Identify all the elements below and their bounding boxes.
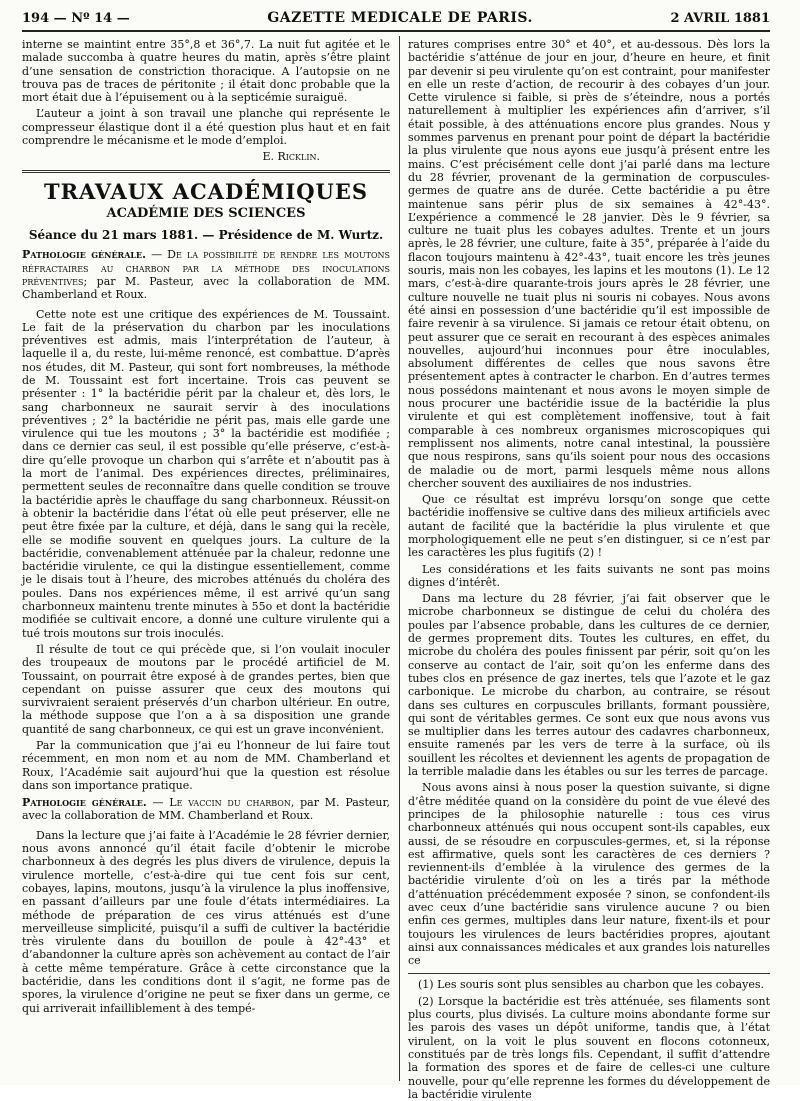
article-paragraph: Nous avons ainsi à nous poser la question suivante, si digne d’être méditée quand on la considère du point de vue élevé des principes de la philosophie naturelle : tous ces virus charbonneux atténués qui nous occupent sont-ils capables, eux aussi, de se résoudre en corpuscules-germes, et, si la réponse est affirmative, quels sont les caractères de ces derniers ? reviennent-ils d’emblée à la virulence des germes de la bactéridie virulente d’où on les a tirés par la méthode d’atténuation précédemment exposée ? sinon, se confondent-ils avec ceux d’une bactéridie sans virulence aucune ? ou bien enfin ces germes, multiples dans leur nature, fixent-ils et pour toujours les virulences de leurs bactéridies propres, ajoutant ainsi aux connaissances médicales et aux grandes lois naturelles ce xyxy=(408,781,770,968)
article-paragraph: Dans ma lecture du 28 février, j’ai fait observer que le microbe charbonneux se distingue de celui du choléra des poules par l’absence probable, dans les cultures de ce dernier, de germes proprement dits. Toutes les cultures, en effet, du microbe du choléra des poules finissent par périr, soit qu’on les conserve au contact de l’air, soit qu’on les enferme dans des tubes clos en présence de gaz inertes, tels que l’azote et le gaz carbonique. Le microbe du charbon, au contraire, se résout dans ses cultures en corpuscules brillants, formant poussière, qui sont de véritables germes. Ce sont eux que nous avons vus se multiplier dans les terres autour des cadavres charbonneux, ensuite ramenés par les vers de terre à la surface, où ils souillent les récoltes et deviennent les agents de propagation de la terrible maladie dans les étables ou sur les terres de parcage. xyxy=(408,592,770,779)
article-paragraph: ratures comprises entre 30° et 40°, et au-dessous. Dès lors la bactéridie s’atténue de jour en jour, d’heure en heure, et finit par devenir si peu virulente qu’on est contraint, pour manifester en elle un reste d’action, de recourir à des cobayes d’un jour. Cette virulence si faible, si près de s’éteindre, nous a portés naturellement à multiplier les expériences afin d’arriver, s’il était possible, à des atténuations encore plus grandes. Nous y sommes parvenus en prenant pour point de départ la bactéridie la plus virulente que nous ayons eue jusqu’à présent entre les mains. C’est précisément celle dont j’ai parlé dans ma lecture du 28 février, provenant de la germination de corpuscules-germes de quatre ans de durée. Cette bactéridie a pu être maintenue sans périr plus de six semaines à 42°-43°. L’expérience a commencé le 28 janvier. Dès le 9 février, sa culture ne tuait plus les cobayes adultes. Trente et un jours après, le 28 février, une culture, faite à 35°, préparée à l’aide du flacon toujours maintenu à 42°-43°, tuait encore les très jeunes souris, mais non les cobayes, les lapins et les moutons (1). Le 12 mars, c’est-à-dire quarante-trois jours après le 28 février, une culture nouvelle ne tuait plus ni souris ni cobayes. Nous avons été ainsi en possession d’une bactéridie qu’il est impossible de faire revenir à sa virulence. Si jamais ce retour était obtenu, on peut assurer que ce serait en recourant à des espèces animales nouvelles, aujourd’hui inconnues pour être inoculables, absolument différentes de celles que nous savons être présentement aptes à contracter le charbon. En d’autres termes nous possédons maintenant et nous avons le moyen simple de nous procurer une bactéridie issue de la bactéridie la plus virulente et qui est complètement inoffensive, tout à fait comparable à ces nombreux organismes microscopiques qui remplissent nos aliments, notre canal intestinal, la poussière que nous respirons, sans qu’ils soient pour nous des occasions de maladie ou de mort, parmi lesquels même nous allons chercher souvent des auxiliaires de nos industries. xyxy=(408,38,770,490)
page-number: 194 xyxy=(22,10,50,26)
footnote: (1) Les souris sont plus sensibles au charbon que les cobayes. xyxy=(418,978,764,992)
section-title: TRAVAUX ACADÉMIQUES xyxy=(43,178,369,204)
footnote: (2) Lorsque la bactéridie est très atténuée, ses filaments sont plus courts, plus divisés. La culture moins abondante forme sur les parois des vases un dépôt uniforme, tandis que, à l’état virulent, on la voit le plus souvent en flocons cotonneux, constitués par de très longs fils. Cependant, il suffit d’attendre la formation des spores et de faire de celles-ci une culture nouvelle, pour qu’elle reprenne les formes du développement de la bactéridie virulente xyxy=(408,994,770,1101)
issue-date: 2 AVRIL 1881 xyxy=(670,10,770,26)
left-column xyxy=(22,38,390,1081)
article-paragraph: Que ce résultat est imprévu lorsqu’on songe que cette bactéridie inoffensive se cultive dans des milieux artificiels avec autant de facilité que la bactéridie la plus virulente et que morphologiquement elle ne peut s’en distinguer, si ce n’est par les caractères les plus fugitifs (2) ! xyxy=(408,493,770,560)
article-rubric: Pathologie générale. xyxy=(22,796,147,810)
footnotes xyxy=(408,973,770,1101)
right-column xyxy=(408,38,770,1101)
article-paragraph: Les considérations et les faits suivants ne sont pas moins dignes d’intérêt. xyxy=(408,562,770,589)
article-authors: ; par M. Pasteur, avec la collaboration de MM. Chamberland et Roux. xyxy=(22,274,390,302)
article-paragraph: Il résulte de tout ce qui précède que, si l’on voulait inoculer des troupeaux de moutons par le procédé artificiel de M. Toussaint, on pourrait être exposé à de grandes pertes, bien que cependant on puisse assurer que ceux des moutons qui survivraient seraient préservés d’un charbon ultérieur. En outre, la méthode suppose que l’on a à sa disposition une grande quantité de sang charbonneux, ce qui est un grave inconvénient. xyxy=(22,642,390,736)
author-note-paragraph: L’auteur a joint à son travail une planche qui représente le compresseur élastique dont il a été question plus haut et en fait comprendre le mécanisme et le mode d’emploi. xyxy=(22,107,390,148)
section-subtitle: ACADÉMIE DES SCIENCES xyxy=(106,206,306,222)
page-number-issue xyxy=(22,11,130,26)
column-divider xyxy=(399,36,400,1081)
article-title: — De la possibilité de rendre les moutons réfractaires au charbon par la méthode des inoculations préventives xyxy=(22,248,390,288)
article-paragraph: Par la communication que j’ai eu l’honneur de lui faire tout récemment, en mon nom et au nom de MM. Chamberland et Roux, l’Académie sait aujourd’hui que la question est résolue dans son importance pratique. xyxy=(22,739,390,792)
article-paragraph: Cette note est une critique des expériences de M. Toussaint. Le fait de la préservation du charbon par les inoculations préventives est admis, mais l’interprétation de l’auteur, à laquelle il a, du reste, lui-même renoncé, est combattue. D’après nos études, dit M. Pasteur, qui sont fort nombreuses, la méthode de M. Toussaint est fort incertaine. Trois cas peuvent se présenter : 1° la bactéridie périt par la chaleur et, dès lors, le sang charbonneux ne saurait servir à des inoculations préventives ; 2° la bactéridie ne périt pas, mais elle garde une virulence qui tue les moutons ; 3° la bactéridie est modifiée ; dans ce dernier cas seul, il est possible qu’elle préserve, c’est-à-dire qu’elle provoque un charbon qui s’arrête et n’aboutit pas à la mort de l’animal. Des expériences directes, préliminaires, permettent seules de reconnaître dans quelle condition se trouve la bactéridie après le chauffage du sang charbonneux. Réussit-on à obtenir la bactéridie dans l’état où elle peut préserver, elle ne peut être fixée par la culture, et déjà, dans le sang qui la recèle, elle se modifie souvent en quelques jours. La culture de la bactéridie, convenablement atténuée par la chaleur, redonne une bactéridie virulente, ce qui la distingue essentiellement, comme je le disais tout à l’heure, des microbes atténués du choléra des poules. Dans nos expériences même, il est arrivé qu’un sang charbonneux maintenu trente minutes à 55o et dont la bactéridie modifiée se cultivait encore, a donné une culture virulente qui a tué trois moutons sur trois inoculés. xyxy=(22,307,390,640)
article-heading xyxy=(22,248,390,301)
article-authors: , par M. Pasteur, avec la collaboration de MM. Chamberland et Roux. xyxy=(22,796,391,823)
session-line: Séance du 21 mars 1881. — Présidence de M. Wurtz. xyxy=(28,227,384,242)
article-signature: E. Ricklin. xyxy=(262,150,320,164)
article-heading xyxy=(22,796,390,823)
issue-number: — Nº 14 — xyxy=(53,10,130,26)
case-conclusion-paragraph: interne se maintint entre 35°,8 et 36°,7. La nuit fut agitée et le malade succomba à quatre heures du matin, après s’être plaint d’une sensation de constriction thoracique. A l’autopsie on ne trouva pas de traces de péritonite ; il était donc probable que la mort était due à l’épuisement ou à la septicémie suraiguë. xyxy=(22,38,390,105)
article-rubric: Pathologie générale. xyxy=(22,248,146,262)
section-divider xyxy=(22,170,390,173)
article-title: — Le vaccin du charbon xyxy=(152,796,291,810)
running-header xyxy=(22,6,770,32)
article-paragraph: Dans la lecture que j’ai faite à l’Académie le 28 février dernier, nous avons annoncé qu’il était facile d’obtenir le microbe charbonneux à des degrés les plus divers de virulence, depuis la virulence mortelle, c’est-à-dire qui tue cent fois sur cent, cobayes, lapins, moutons, jusqu’à la virulence la plus inoffensive, en passant d’ailleurs par une foule d’états intermédiaires. La méthode de préparation de ces virus atténués est d’une merveilleuse simplicité, puisqu’il a suffi de cultiver la bactéridie très virulente dans du bouillon de poule à 42°-43° et d’abandonner la culture après son achèvement au contact de l’air à cette même température. Grâce à cette circonstance que la bactéridie, dans les conditions dont il s’agit, ne forme pas de spores, la virulence d’origine ne peut se fixer dans un germe, ce qui arriverait infailliblement à des tempé- xyxy=(22,828,390,1015)
journal-title: GAZETTE MEDICALE DE PARIS. xyxy=(267,10,533,26)
